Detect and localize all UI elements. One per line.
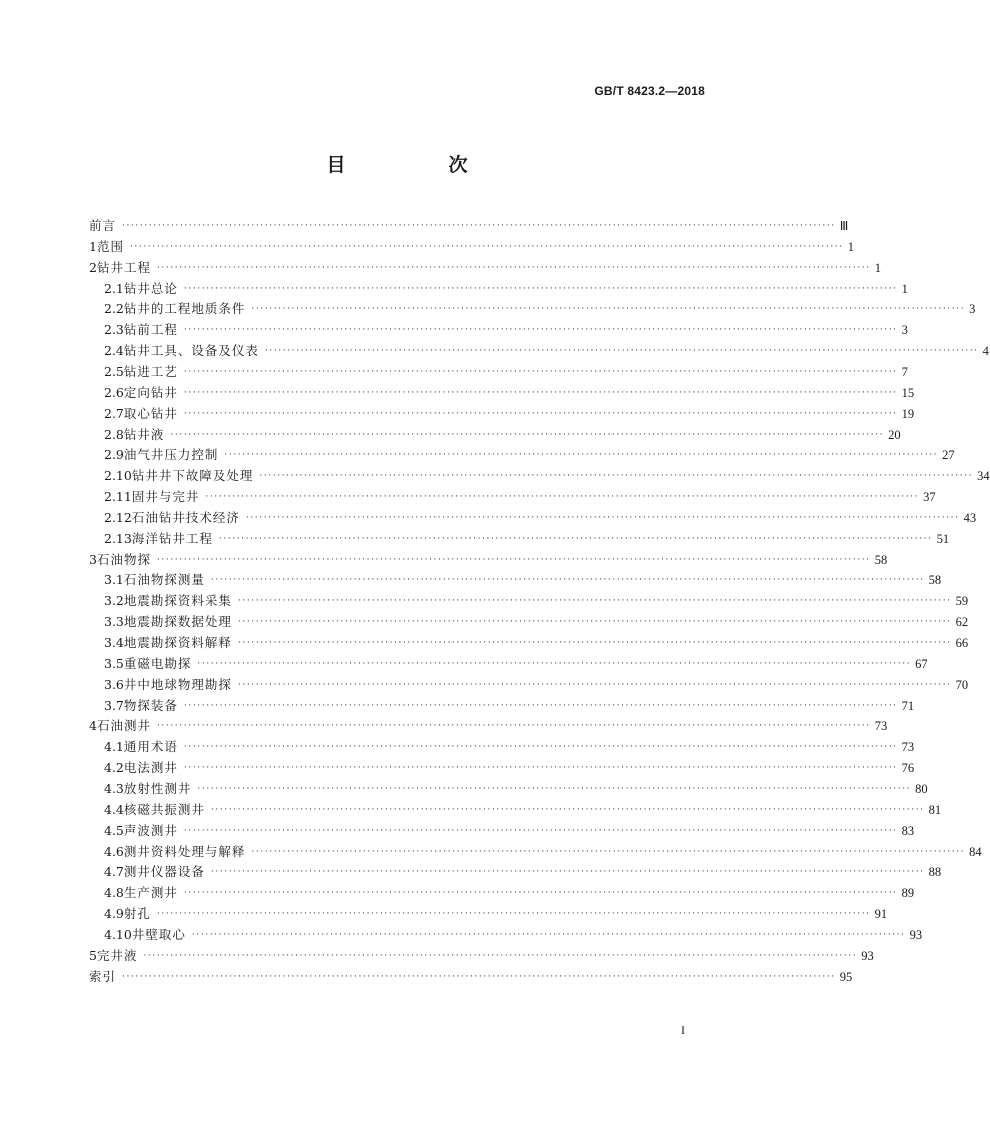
toc-entry-page: 1 — [847, 239, 854, 254]
toc-leader-dots: ································································································································································ — [210, 575, 925, 586]
toc-entry-number: 2.1 — [104, 280, 124, 296]
toc-entry-number: 2.10 — [104, 468, 132, 484]
toc-entry-label: 井中地球物理勘探 — [123, 676, 232, 692]
toc-entry-page: 1 — [874, 260, 881, 275]
toc-entry-label: 物探装备 — [123, 697, 178, 713]
toc-entry-label: 油气井压力控制 — [123, 447, 219, 463]
toc-entry-number: 2.13 — [104, 530, 132, 546]
toc-entry-page: 80 — [915, 781, 928, 796]
toc-leader-dots: ································································································································································ — [129, 241, 844, 252]
toc-entry[interactable] — [104, 800, 942, 820]
toc-entry[interactable] — [104, 487, 936, 507]
toc-entry-label: 索引 — [89, 968, 117, 984]
toc-entry-number: 3.1 — [104, 572, 124, 588]
toc-entry[interactable] — [104, 529, 950, 549]
toc-entry[interactable] — [89, 716, 888, 736]
toc-entry-number: 4.5 — [104, 822, 124, 838]
toc-entry[interactable] — [89, 550, 888, 570]
toc-entry-number: 2.5 — [104, 363, 124, 379]
toc-entry-page: 93 — [909, 927, 923, 942]
toc-leader-dots: ································································································································································ — [224, 450, 939, 461]
toc-entry-number: 2.9 — [104, 447, 124, 463]
toc-entry-number: 4.8 — [104, 885, 124, 901]
toc-entry-label: 钻进工艺 — [123, 363, 178, 379]
toc-leader-dots: ································································································································································ — [183, 700, 898, 711]
toc-leader-dots: ································································································································································ — [183, 387, 898, 398]
toc-entry[interactable] — [89, 967, 853, 987]
toc-entry[interactable] — [104, 925, 923, 945]
toc-entry-label: 测井资料处理与解释 — [123, 843, 246, 859]
toc-entry-label: 钻井工具、设备及仪表 — [123, 343, 259, 359]
toc-leader-dots: ································································································································································ — [237, 617, 952, 628]
toc-entry[interactable] — [89, 258, 881, 278]
toc-entry[interactable] — [104, 696, 915, 716]
toc-leader-dots: ································································································································································ — [183, 763, 898, 774]
toc-entry-page: 91 — [874, 907, 888, 922]
toc-entry[interactable] — [89, 216, 849, 236]
toc-entry-label: 声波测井 — [123, 822, 178, 838]
toc-entry-page: 51 — [936, 531, 950, 546]
toc-entry-number: 3.2 — [104, 593, 124, 609]
toc-entry-page: 58 — [874, 552, 888, 567]
toc-entry-label: 井壁取心 — [131, 926, 186, 942]
toc-entry-number: 4.2 — [104, 760, 124, 776]
toc-entry-number: 2.3 — [104, 322, 124, 338]
toc-leader-dots: ································································································································································ — [237, 596, 952, 607]
toc-leader-dots: ································································································································································ — [251, 846, 966, 857]
toc-entry-number: 2 — [89, 259, 97, 275]
toc-entry[interactable] — [104, 320, 908, 340]
toc-leader-dots: ································································································································································ — [237, 638, 952, 648]
toc-entry-page: Ⅲ — [839, 219, 849, 233]
toc-entry-page: 62 — [955, 615, 969, 630]
toc-entry[interactable] — [104, 654, 928, 674]
toc-entry-number: 1 — [89, 238, 97, 254]
toc-leader-dots: ································································································································································ — [197, 783, 912, 794]
toc-leader-dots: ································································································································································ — [122, 221, 836, 231]
toc-entry-label: 石油测井 — [96, 718, 151, 734]
toc-entry-number: 5 — [89, 947, 97, 963]
toc-entry-page: 7 — [901, 364, 908, 379]
toc-entry-label: 测井仪器设备 — [123, 864, 205, 880]
toc-entry-number: 4.6 — [104, 843, 124, 859]
toc-entry-page: 1 — [901, 281, 908, 296]
toc-entry[interactable] — [89, 237, 854, 257]
toc-entry[interactable] — [104, 591, 969, 611]
toc-entry-label: 定向钻井 — [123, 384, 178, 400]
toc-entry[interactable] — [104, 445, 955, 465]
toc-entry-page: 81 — [928, 802, 942, 817]
toc-entry-number: 3.3 — [104, 614, 124, 630]
toc-entry[interactable] — [104, 299, 976, 319]
toc-entry-label: 重磁电勘探 — [123, 655, 192, 671]
toc-entry-number: 3.4 — [104, 635, 124, 650]
toc-leader-dots: ································································································································································ — [183, 325, 898, 336]
toc-entry-label: 石油钻井技术经济 — [131, 509, 240, 525]
toc-entry-page: 4 — [982, 344, 989, 359]
toc-entry-page: 58 — [928, 573, 942, 588]
toc-entry-page: 71 — [901, 698, 915, 713]
toc-entry[interactable] — [104, 570, 942, 590]
page-number: I — [681, 1023, 685, 1037]
toc-entry[interactable] — [104, 675, 969, 695]
toc-leader-dots: ································································································································································ — [251, 304, 966, 315]
toc-entry-label: 射孔 — [123, 906, 151, 922]
toc-entry-number: 2.6 — [104, 384, 124, 400]
toc-entry-number: 2.8 — [104, 426, 124, 442]
toc-entry[interactable] — [104, 362, 908, 382]
toc-entry-page: 88 — [928, 865, 942, 880]
toc-entry[interactable] — [104, 404, 915, 424]
toc-entry-number: 4 — [89, 718, 97, 734]
toc-entry-label: 地震勘探资料解释 — [123, 635, 232, 650]
toc-entry[interactable] — [104, 779, 928, 799]
toc-entry-page: 70 — [955, 677, 969, 692]
toc-entry-number: 4.7 — [104, 864, 124, 880]
toc-entry-label: 钻前工程 — [123, 322, 178, 338]
toc-entry[interactable] — [104, 383, 915, 403]
toc-leader-dots: ································································································································································ — [210, 804, 925, 815]
toc-leader-dots: ································································································································································ — [210, 867, 925, 878]
toc-entry-page: 83 — [901, 823, 915, 838]
toc-entry[interactable] — [104, 904, 888, 924]
toc-entry-number: 2.4 — [104, 343, 124, 359]
toc-entry-page: 95 — [839, 969, 853, 984]
toc-leader-dots: ································································································································································ — [197, 658, 912, 669]
toc-leader-dots: ································································································································································ — [183, 825, 898, 836]
toc-entry-page: 3 — [901, 323, 908, 338]
toc-leader-dots: ································································································································································ — [122, 971, 836, 982]
toc-entry[interactable] — [104, 821, 915, 841]
toc-leader-dots: ································································································································································ — [143, 950, 858, 961]
toc-entry-page: 73 — [901, 740, 915, 755]
toc-leader-dots: ································································································································································ — [218, 533, 933, 544]
toc-entry-number: 4.9 — [104, 906, 124, 922]
toc-entry[interactable] — [104, 633, 969, 653]
toc-leader-dots: ································································································································································ — [205, 492, 920, 503]
toc-entry-number: 2.2 — [104, 301, 124, 317]
toc-entry-page: 34 — [977, 469, 990, 484]
toc-entry-label: 石油物探 — [96, 551, 151, 567]
toc-entry-label: 固井与完井 — [131, 489, 200, 505]
toc-entry-label: 核磁共振测井 — [123, 801, 205, 817]
toc-entry-label: 生产测井 — [123, 885, 178, 901]
toc-entry-label: 钻井工程 — [96, 259, 151, 275]
toc-entry-label: 地震勘探资料采集 — [123, 593, 232, 609]
standard-code: GB/T 8423.2—2018 — [594, 84, 705, 98]
toc-entry-page: 93 — [861, 948, 874, 963]
toc-entry[interactable] — [104, 758, 915, 778]
toc-entry[interactable] — [104, 612, 969, 632]
toc-entry-number: 3.5 — [104, 655, 124, 671]
toc-entry[interactable] — [104, 737, 915, 757]
toc-entry-page: 20 — [888, 427, 901, 442]
toc-leader-dots: ································································································································································ — [191, 929, 906, 940]
toc-entry-label: 海洋钻井工程 — [131, 530, 213, 546]
toc-leader-dots: ································································································································································ — [156, 262, 871, 273]
toc-leader-dots: ································································································································································ — [183, 366, 898, 377]
toc-leader-dots: ································································································································································ — [237, 679, 952, 690]
toc-leader-dots: ································································································································································ — [183, 742, 898, 753]
toc-entry-number: 4.3 — [104, 780, 124, 796]
toc-entry-page: 43 — [963, 510, 977, 525]
toc-entry-page: 3 — [969, 302, 976, 317]
toc-entry-page: 84 — [969, 844, 982, 859]
toc-entry[interactable] — [104, 883, 915, 903]
toc-entry[interactable] — [104, 862, 942, 882]
toc-entry-number: 2.7 — [104, 405, 124, 421]
toc-leader-dots: ································································································································································ — [183, 408, 898, 419]
toc-entry-number: 4.4 — [104, 801, 124, 817]
toc-entry-page: 66 — [955, 636, 969, 650]
toc-leader-dots: ································································································································································ — [183, 283, 898, 294]
toc-entry-label: 地震勘探数据处理 — [123, 614, 232, 630]
toc-entry-label: 前言 — [89, 218, 117, 233]
toc-leader-dots: ································································································································································ — [156, 721, 871, 732]
toc-leader-dots: ································································································································································ — [259, 471, 974, 482]
toc-entry-number: 3.6 — [104, 676, 124, 692]
toc-entry-label: 通用术语 — [123, 739, 178, 755]
toc-entry[interactable] — [104, 466, 990, 486]
toc-entry-label: 钻井的工程地质条件 — [123, 301, 246, 317]
toc-entry-label: 钻井液 — [123, 426, 165, 442]
toc-leader-dots: ································································································································································ — [264, 346, 979, 357]
toc-entry-page: 15 — [901, 385, 915, 400]
toc-leader-dots: ································································································································································ — [183, 888, 898, 899]
toc-entry-page: 73 — [874, 719, 888, 734]
toc-entry-label: 范围 — [96, 238, 124, 254]
toc-entry-page: 27 — [942, 448, 955, 463]
toc-entry-number: 2.12 — [104, 509, 132, 525]
toc-entry[interactable] — [104, 341, 989, 361]
toc-entry-label: 钻井井下故障及处理 — [131, 468, 254, 484]
toc-entry[interactable] — [104, 508, 977, 528]
toc-entry-label: 放射性测井 — [123, 780, 192, 796]
toc-entry-number: 4.1 — [104, 739, 124, 755]
toc-entry-label: 钻井总论 — [123, 280, 178, 296]
toc-entry-number: 4.10 — [104, 926, 132, 942]
toc-entry[interactable] — [104, 425, 901, 445]
toc-entry[interactable] — [104, 279, 908, 299]
toc-entry-number: 2.11 — [104, 489, 132, 505]
toc-leader-dots: ································································································································································ — [156, 909, 871, 920]
toc-entry[interactable] — [89, 946, 874, 966]
toc-entry-page: 89 — [901, 886, 915, 901]
toc-entry-number: 3.7 — [104, 697, 124, 713]
toc-entry[interactable] — [104, 842, 982, 862]
toc-entry-label: 石油物探测量 — [123, 572, 205, 588]
toc-entry-page: 19 — [901, 406, 915, 421]
toc-entry-page: 76 — [901, 761, 915, 776]
toc-leader-dots: ································································································································································ — [170, 429, 885, 440]
toc-entry-number: 3 — [89, 551, 97, 567]
toc-entry-label: 取心钻井 — [123, 405, 178, 421]
toc-entry-label: 完井液 — [96, 947, 138, 963]
toc-leader-dots: ································································································································································ — [156, 554, 871, 565]
toc-entry-page: 37 — [923, 490, 936, 505]
toc-entry-label: 电法测井 — [123, 760, 178, 776]
toc-entry-page: 59 — [955, 594, 969, 609]
page-title: 目 次 — [326, 154, 510, 176]
toc-entry-page: 67 — [915, 656, 928, 671]
toc-leader-dots: ································································································································································ — [245, 512, 960, 523]
